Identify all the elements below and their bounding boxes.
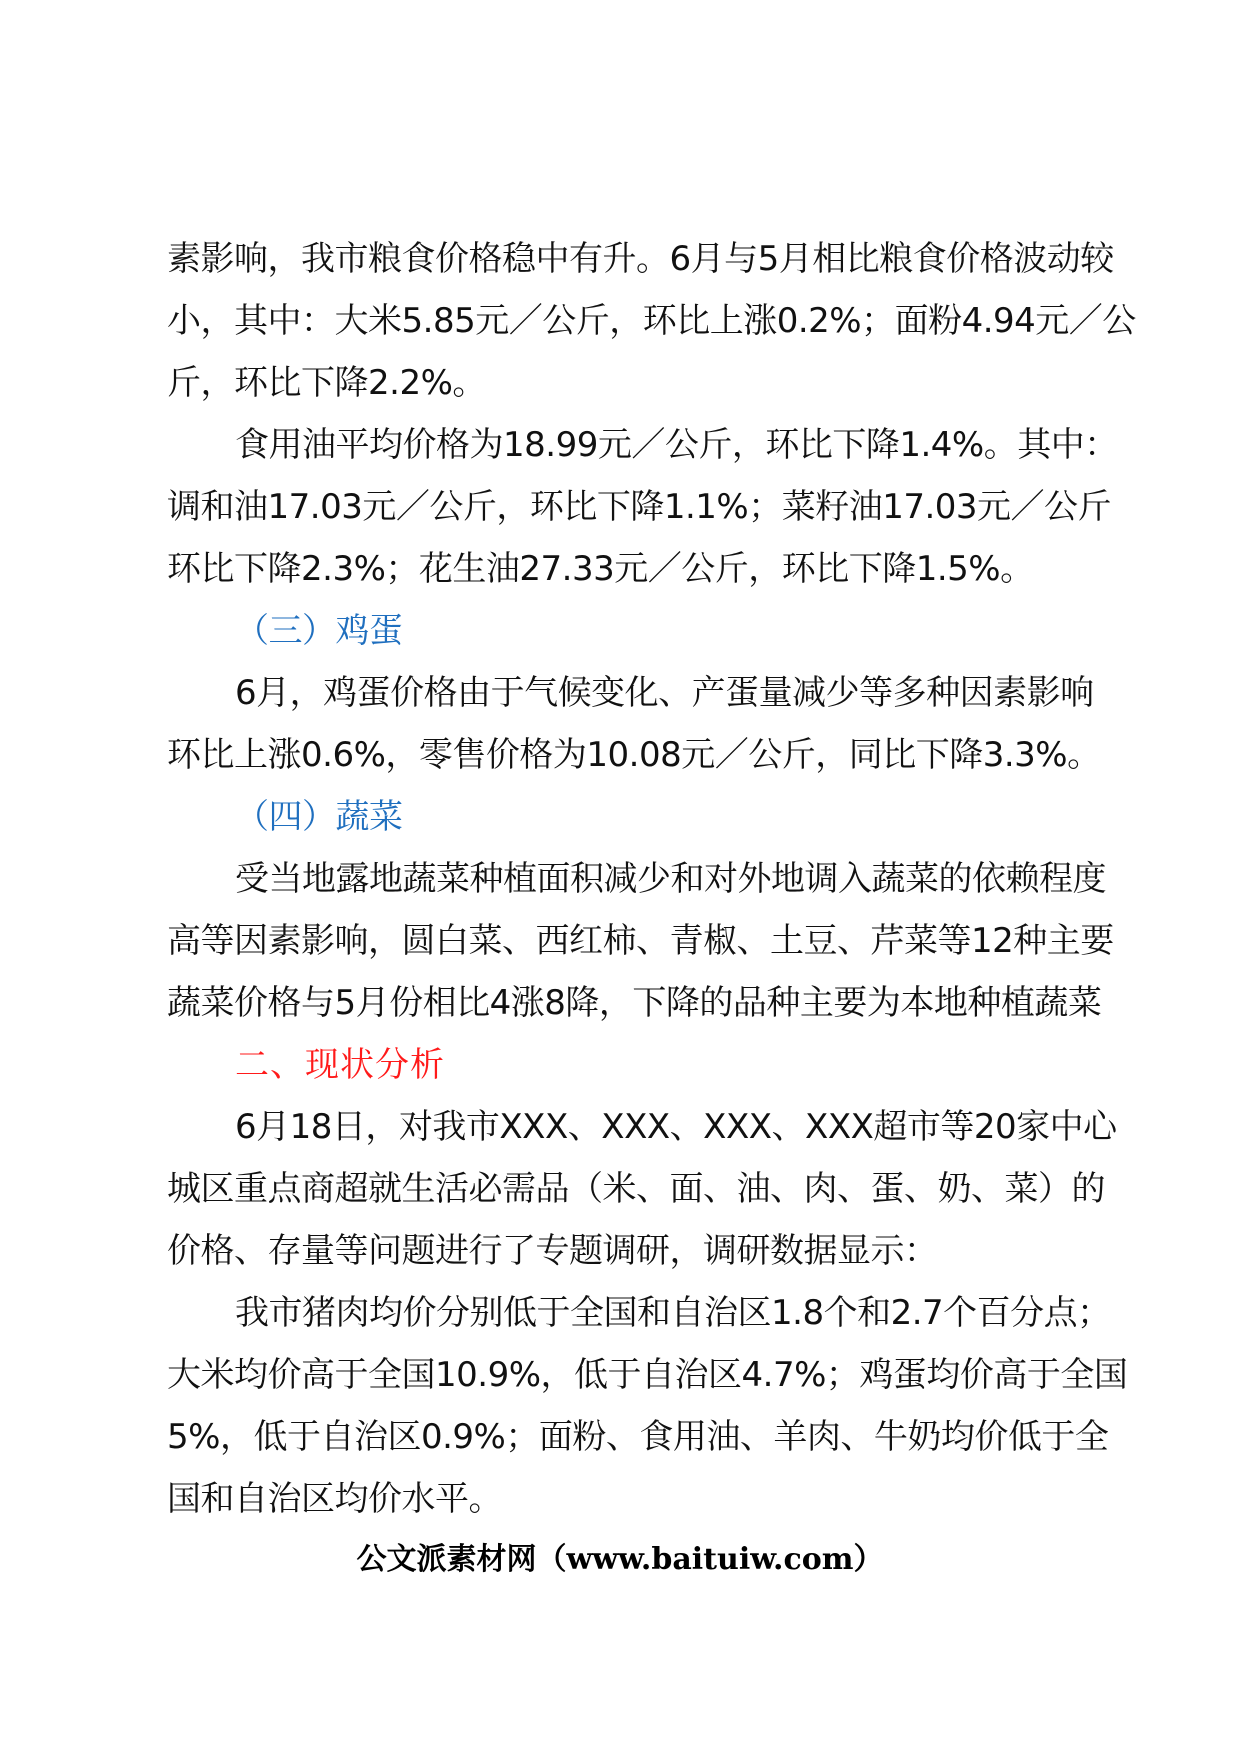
paragraph-line: 城区重点商超就生活必需品（米、面、油、肉、蛋、奶、菜）的 bbox=[167, 1169, 1105, 1209]
paragraph-line: 高等因素影响，圆白菜、西红柿、青椒、土豆、芹菜等12种主要 bbox=[167, 921, 1114, 961]
paragraph-oil bbox=[167, 414, 1123, 600]
paragraph-line: 环比下降2.3%；花生油27.33元／公斤，环比下降1.5%。 bbox=[167, 549, 1034, 589]
paragraph-vegetables bbox=[167, 848, 1123, 1034]
paragraph-grain bbox=[167, 228, 1136, 414]
section-heading-eggs: （三）鸡蛋 bbox=[235, 611, 403, 651]
section-heading-analysis: 二、现状分析 bbox=[235, 1045, 445, 1085]
paragraph-line: 调和油17.03元／公斤，环比下降1.1%；菜籽油17.03元／公斤 bbox=[167, 487, 1112, 527]
paragraph-line: 斤，环比下降2.2%。 bbox=[167, 363, 486, 403]
paragraph-eggs bbox=[167, 662, 1123, 786]
paragraph-line: 大米均价高于全国10.9%，低于自治区4.7%；鸡蛋均价高于全国 bbox=[167, 1355, 1128, 1395]
footer-watermark: 公文派素材网（www.baituiw.com） bbox=[356, 1542, 884, 1577]
paragraph-line: 受当地露地蔬菜种植面积减少和对外地调入蔬菜的依赖程度 bbox=[235, 859, 1106, 899]
paragraph-line: 小，其中：大米5.85元／公斤，环比上涨0.2%；面粉4.94元／公 bbox=[167, 301, 1136, 341]
paragraph-line: 国和自治区均价水平。 bbox=[167, 1479, 502, 1519]
document-body bbox=[167, 228, 1136, 1530]
section-heading-vegetables: （四）蔬菜 bbox=[235, 797, 403, 837]
paragraph-comparison bbox=[167, 1282, 1128, 1530]
paragraph-line: 5%，低于自治区0.9%；面粉、食用油、羊肉、牛奶均价低于全 bbox=[167, 1417, 1109, 1457]
paragraph-line: 环比上涨0.6%，零售价格为10.08元／公斤，同比下降3.3%。 bbox=[167, 735, 1101, 775]
paragraph-line: 6月，鸡蛋价格由于气候变化、产蛋量减少等多种因素影响 bbox=[235, 673, 1094, 713]
paragraph-survey bbox=[167, 1096, 1123, 1282]
paragraph-line: 蔬菜价格与5月份相比4涨8降，下降的品种主要为本地种植蔬菜 bbox=[167, 983, 1102, 1023]
paragraph-line: 我市猪肉均价分别低于全国和自治区1.8个和2.7个百分点； bbox=[235, 1293, 1111, 1333]
paragraph-line: 价格、存量等问题进行了专题调研，调研数据显示： bbox=[167, 1231, 938, 1271]
paragraph-line: 素影响，我市粮食价格稳中有升。6月与5月相比粮食价格波动较 bbox=[167, 239, 1114, 279]
paragraph-line: 6月18日，对我市XXX、XXX、XXX、XXX超市等20家中心 bbox=[235, 1107, 1117, 1147]
paragraph-line: 食用油平均价格为18.99元／公斤，环比下降1.4%。其中： bbox=[235, 425, 1118, 465]
